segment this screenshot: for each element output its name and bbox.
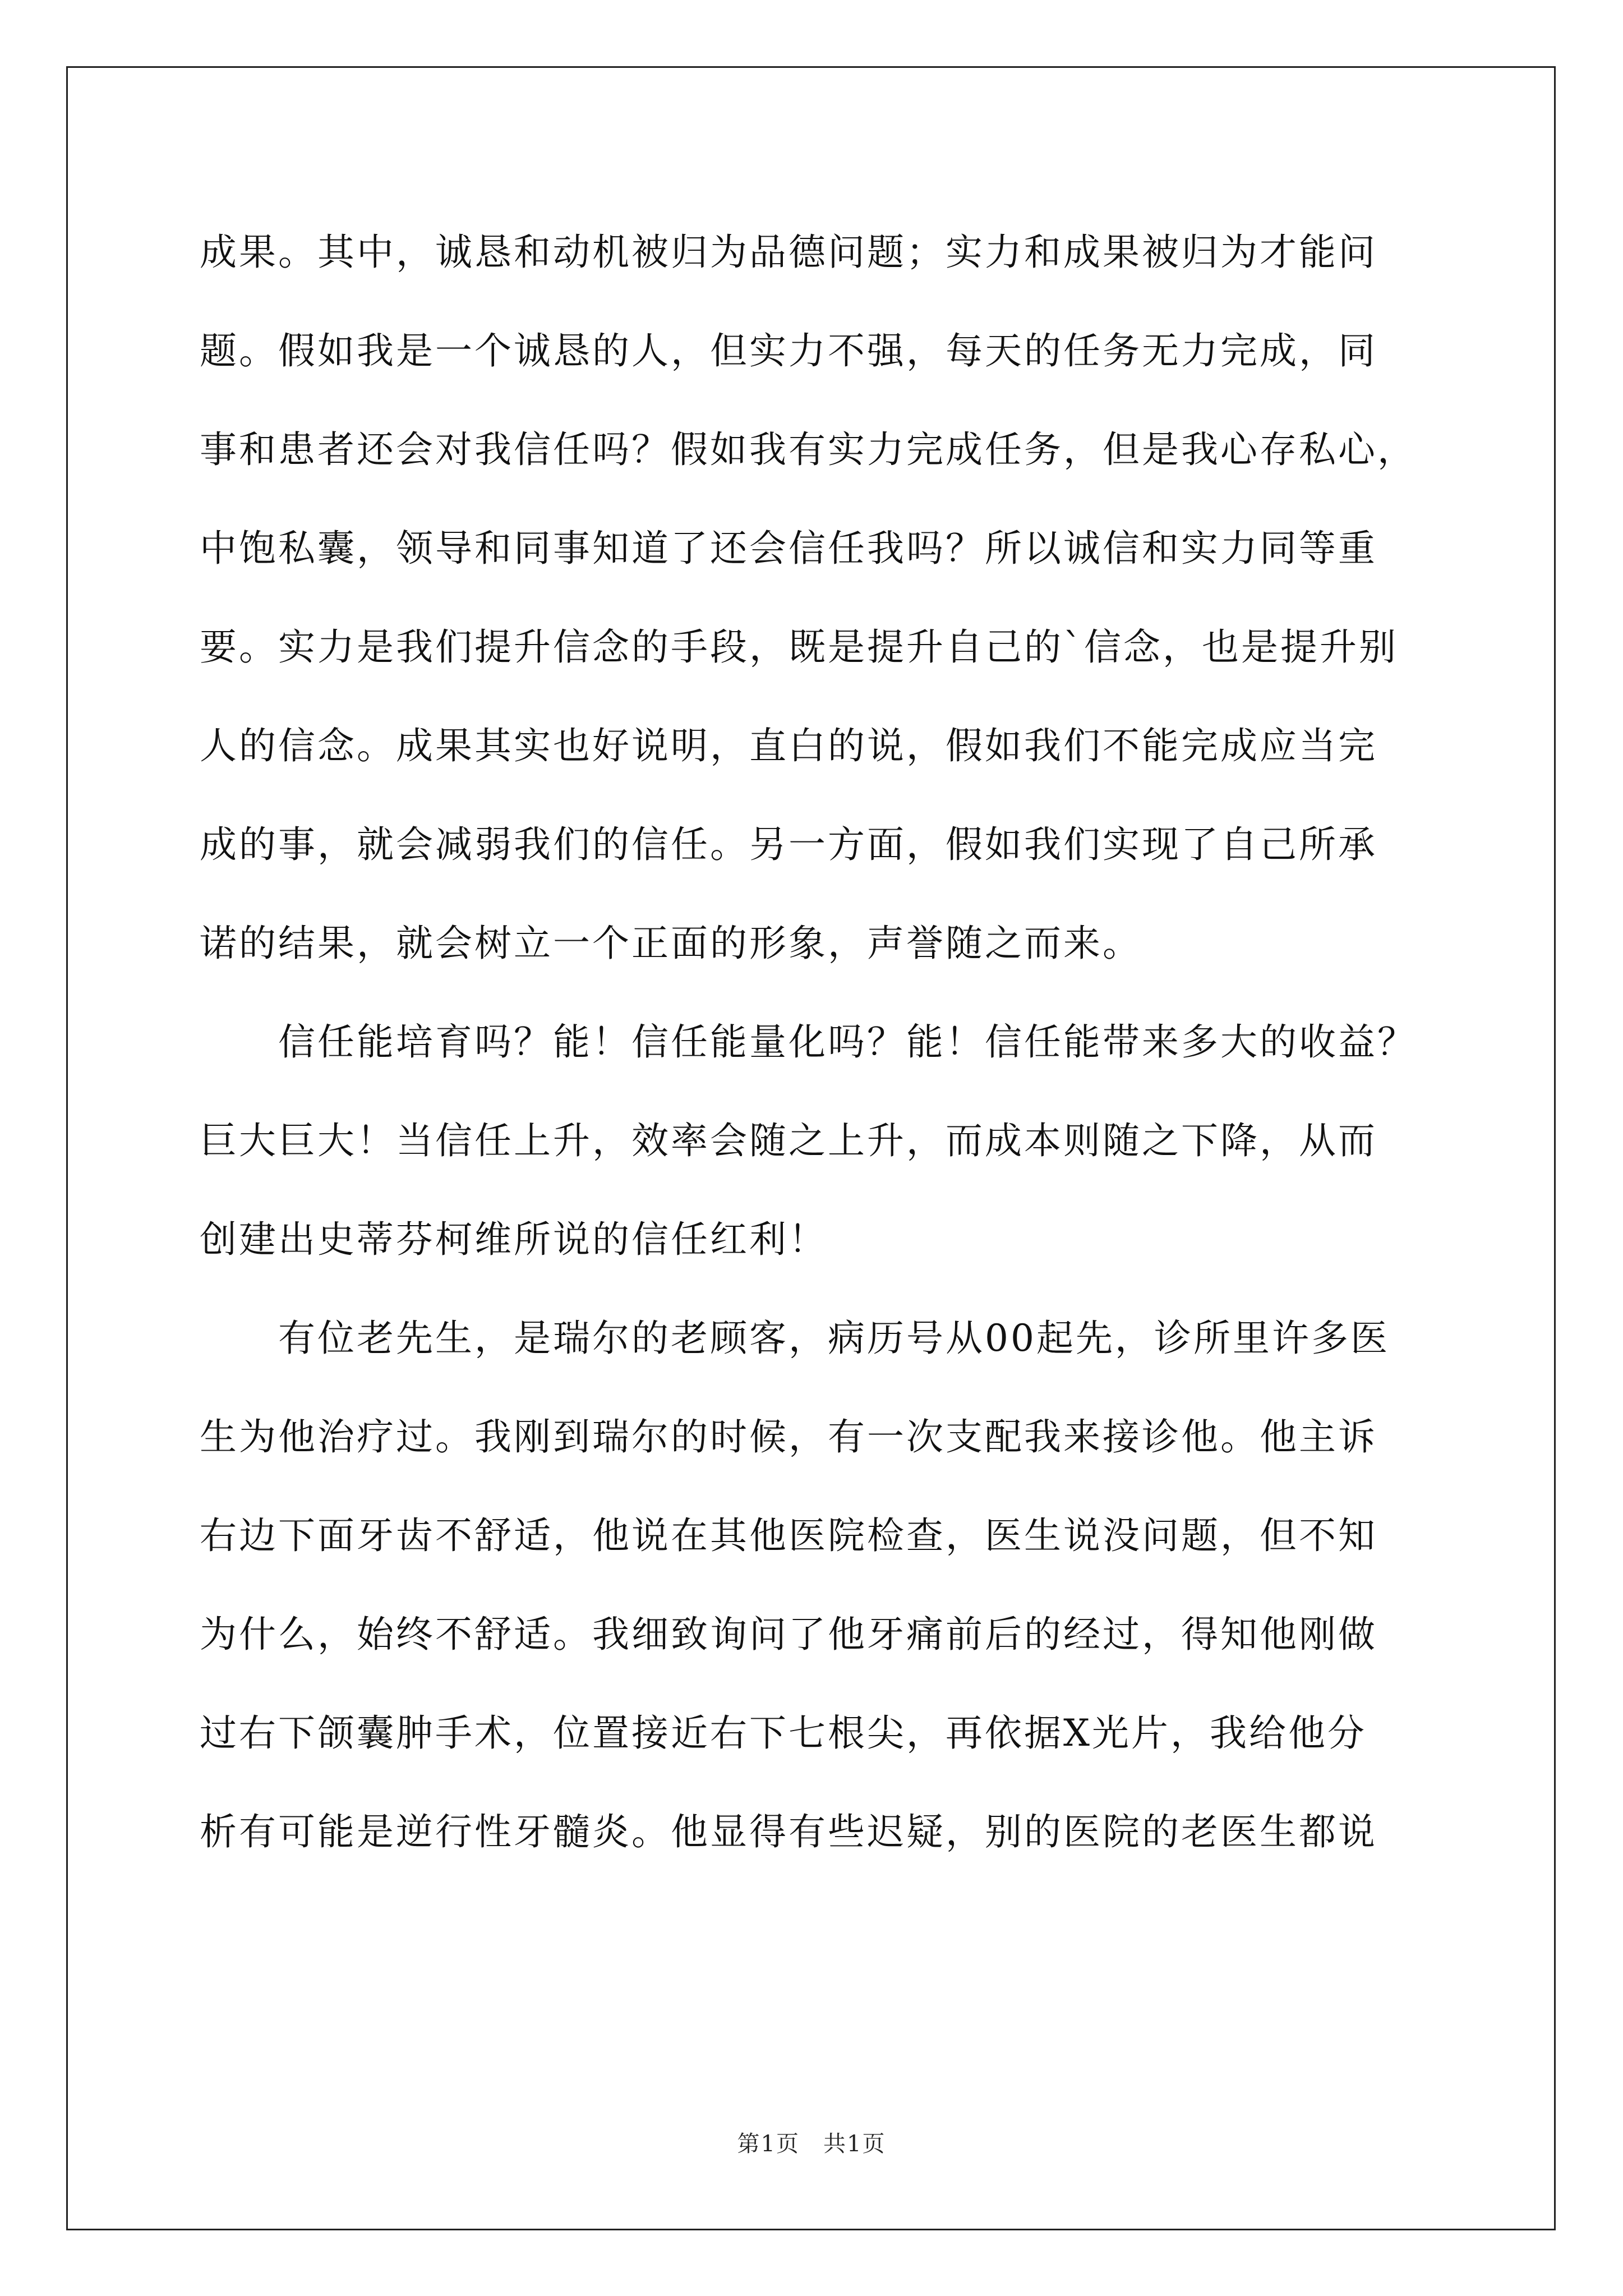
text-line: 巨大巨大！当信任上升，效率会随之上升，而成本则随之下降，从而 xyxy=(200,1119,1377,1162)
paragraph-1 xyxy=(200,203,1422,993)
text-line: 要。实力是我们提升信念的手段，既是提升自己的`信念，也是提升别 xyxy=(200,625,1398,669)
text-line: 生为他治疗过。我刚到瑞尔的时候，有一次支配我来接诊他。他主诉 xyxy=(200,1415,1377,1458)
text-line: 事和患者还会对我信任吗？假如我有实力完成任务，但是我心存私心， xyxy=(200,428,1417,471)
text-line: 创建出史蒂芬柯维所说的信任红利！ xyxy=(200,1218,828,1261)
text-line: 题。假如我是一个诚恳的人，但实力不强，每天的任务无力完成，同 xyxy=(200,329,1377,372)
text-line: 人的信念。成果其实也好说明，直白的说，假如我们不能完成应当完 xyxy=(200,724,1377,767)
document-body xyxy=(200,203,1422,1881)
text-line: 为什么，始终不舒适。我细致询问了他牙痛前后的经过，得知他刚做 xyxy=(200,1613,1377,1656)
text-line: 中饱私囊，领导和同事知道了还会信任我吗？所以诚信和实力同等重 xyxy=(200,527,1377,570)
page-number-footer: 第1页 共1页 xyxy=(737,2131,886,2157)
text-line: 析有可能是逆行性牙髓炎。他显得有些迟疑，别的医院的老医生都说 xyxy=(200,1810,1377,1853)
text-line: 成果。其中，诚恳和动机被归为品德问题；实力和成果被归为才能问 xyxy=(200,231,1377,274)
text-line: 诺的结果，就会树立一个正面的形象，声誉随之而来。 xyxy=(200,922,1142,965)
text-line: 右边下面牙齿不舒适，他说在其他医院检查，医生说没问题，但不知 xyxy=(200,1514,1377,1557)
paragraph-3 xyxy=(200,1289,1422,1881)
text-line: 信任能培育吗？能！信任能量化吗？能！信任能带来多大的收益？ xyxy=(278,1020,1417,1064)
text-line: 过右下颌囊肿手术，位置接近右下七根尖，再依据X光片，我给他分 xyxy=(200,1711,1367,1755)
text-line: 成的事，就会减弱我们的信任。另一方面，假如我们实现了自己所承 xyxy=(200,823,1377,866)
paragraph-2 xyxy=(200,993,1422,1289)
text-line: 有位老先生，是瑞尔的老顾客，病历号从00起先，诊所里许多医 xyxy=(278,1317,1390,1360)
